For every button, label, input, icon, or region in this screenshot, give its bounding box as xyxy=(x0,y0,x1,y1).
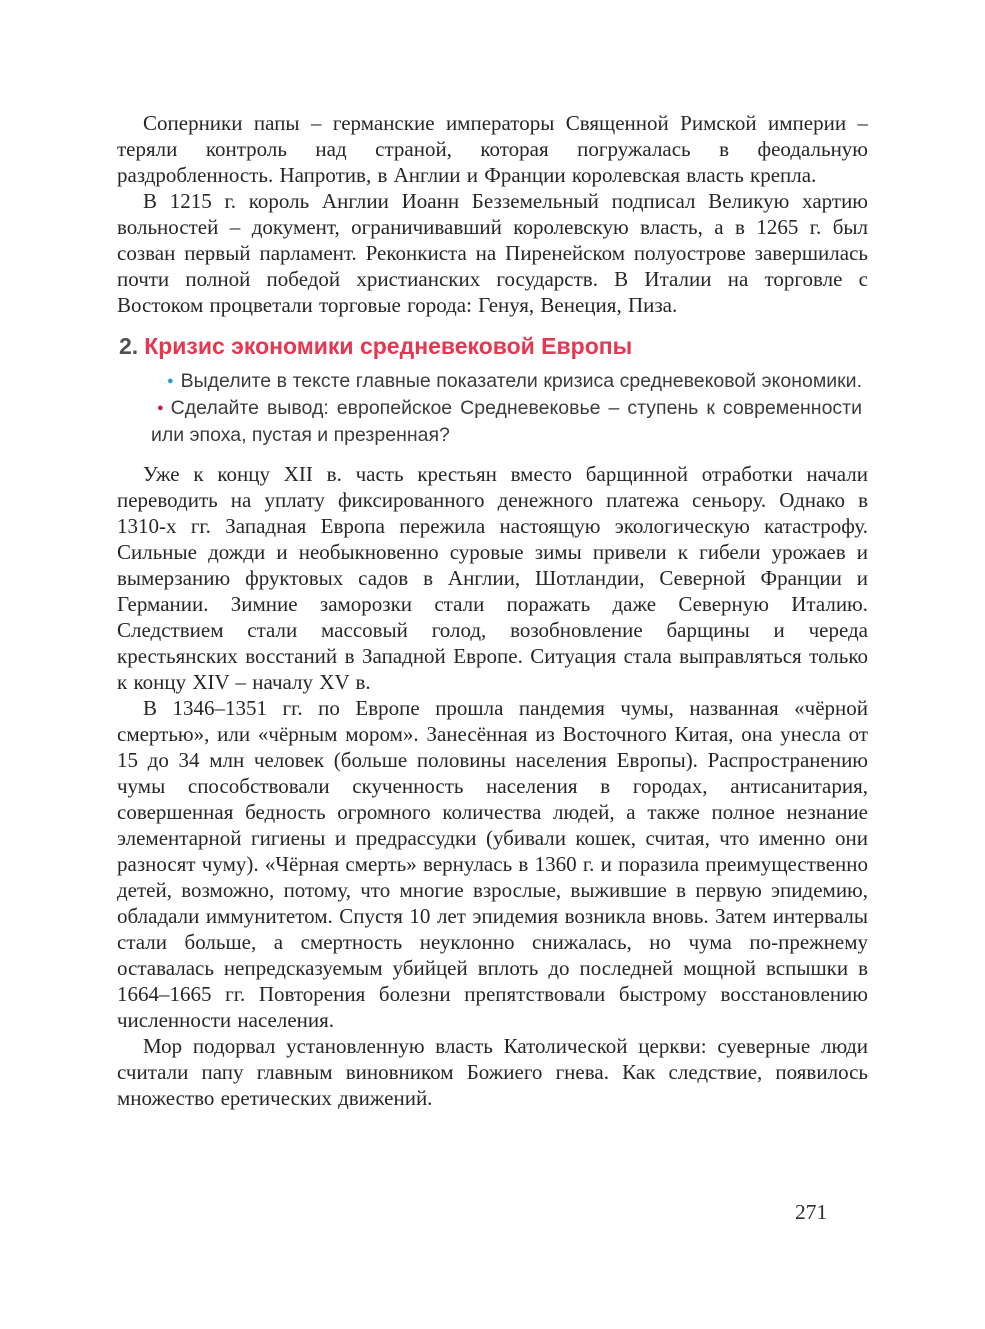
body-paragraph: Мор подорвал установленную власть Католической церкви: суеверные люди считали папу главным виновником Божиего гнева. Как следствие, появилось множество еретических движений. xyxy=(117,1034,868,1110)
page-number: 271 xyxy=(795,1200,828,1224)
task-bullet-icon: ● xyxy=(157,402,164,414)
body-paragraph: В 1215 г. король Англии Иоанн Безземельный подписал Великую хартию вольностей – документ, ограничивавший королевскую власть, а в 1265 г. был созван первый парламент. Реконкиста на Пиренейском полуострове завершилась почти полной победой христианских государств. В Италии на торговле с Востоком процветали торговые города: Генуя, Венеция, Пиза. xyxy=(117,189,868,317)
task-text: Сделайте вывод: европейское Средневековье – ступень к современности или эпоха, пустая и презренная? xyxy=(151,397,862,446)
task-text: Выделите в тексте главные показатели кризиса средневековой экономики. xyxy=(180,370,862,392)
section-number: 2. xyxy=(119,333,139,359)
body-paragraph: Уже к концу XII в. часть крестьян вместо барщинной отработки начали переводить на уплату фиксированного денежного платежа сеньору. Однако в 1310-х гг. Западная Европа пережила настоящую экологическую катастрофу. Сильные дожди и необыкновенно суровые зимы привели к гибели урожаев и вымерзанию фруктовых садов в Англии, Шотландии, Северной Франции и Германии. Зимние заморозки стали поражать даже Северную Италию. Следствием стали массовый голод, возобновление барщины и череда крестьянских восстаний в Западной Европе. Ситуация стала выправляться только к концу XIV – началу XV в. xyxy=(117,462,868,694)
body-paragraph: Соперники папы – германские императоры Священной Римской империи – теряли контроль над страной, которая погружалась в феодальную раздробленность. Напротив, в Англии и Франции королевская власть крепла. xyxy=(117,111,868,187)
section-heading xyxy=(119,333,868,359)
text-column xyxy=(117,110,868,1111)
section-title: Кризис экономики средневековой Европы xyxy=(144,333,633,359)
body-paragraph: В 1346–1351 гг. по Европе прошла пандемия чумы, названная «чёрной смертью», или «чёрным мором». Занесённая из Восточного Китая, она унесла от 15 до 34 млн человек (больше половины населения Европы). Распространению чумы способствовали скученность населения в городах, антисанитария, совершенная бедность огромного количества людей, а также полное незнание элементарной гигиены и предрассудки (убивали кошек, считая, что именно они разносят чуму). «Чёрная смерть» вернулась в 1360 г. и поразила преимущественно детей, возможно, потому, что многие взрослые, выжившие в первую эпидемию, обладали иммунитетом. Спустя 10 лет эпидемия возникла вновь. Затем интервалы стали больше, а смертность неуклонно снижалась, но чума по-прежнему оставалась непредсказуемым убийцей вплоть до последней мощной вспышки в 1664–1665 гг. Повторения болезни препятствовали быстрому восстановлению численности населения. xyxy=(117,696,868,1032)
task-bullet-icon: ● xyxy=(167,375,174,387)
task-block xyxy=(151,368,862,449)
